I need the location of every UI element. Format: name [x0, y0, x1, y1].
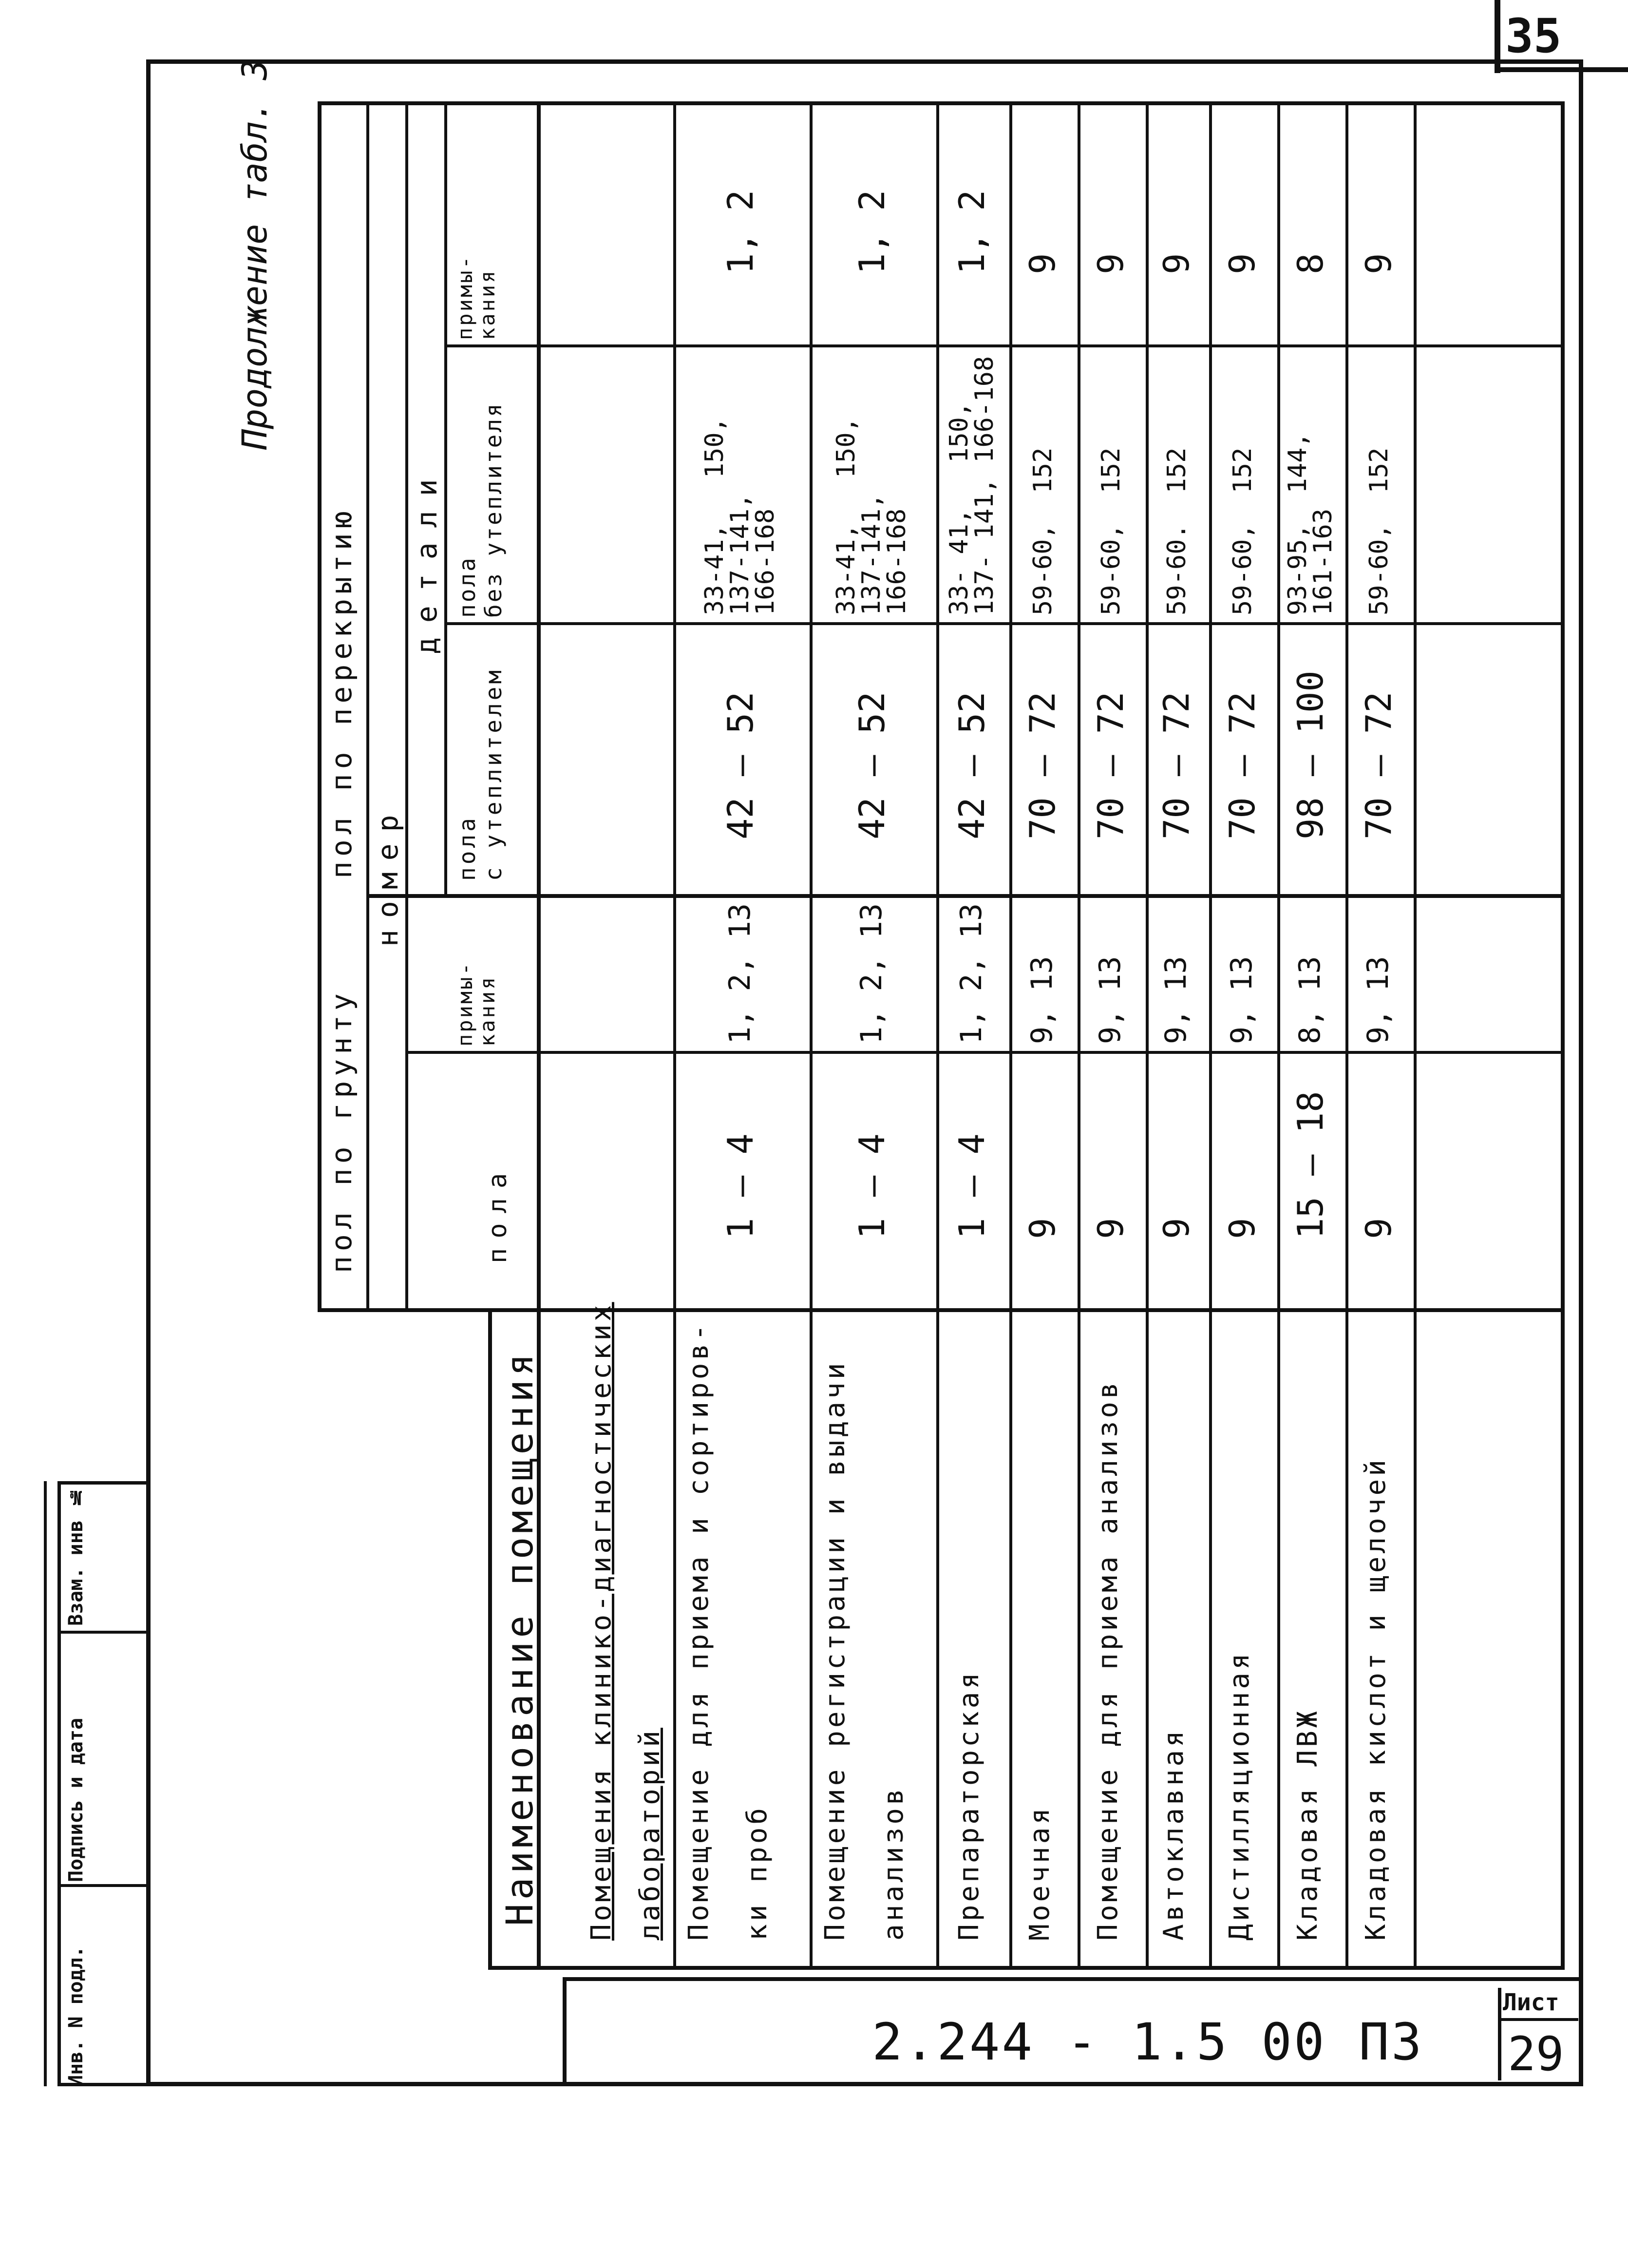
group-title-bottom-line: [673, 101, 676, 1970]
header-details: детали: [410, 464, 443, 654]
col-line-slab: [366, 894, 1565, 898]
row-slab-with-insulation: 70 — 72: [1090, 691, 1131, 839]
row-name: Моечная: [1024, 1805, 1056, 1941]
row-slab-with-insulation: 98 — 100: [1290, 670, 1331, 839]
row-slab-without-insulation: 33-41, 150, 137-141, 166-168: [832, 417, 911, 615]
row-slab-without-insulation: 59-60, 152: [1364, 447, 1394, 615]
row-ground-notes: 9, 13: [1025, 956, 1059, 1044]
sheet-label: Лист: [1503, 1989, 1559, 2016]
row-ground-floor: 9: [1156, 1218, 1197, 1239]
approval-strip: [57, 1481, 146, 2086]
row-slab-notes: 1, 2: [852, 190, 892, 274]
row-ground-floor: 1 — 4: [852, 1133, 892, 1239]
row-divider: [1209, 101, 1212, 1970]
header-notes-slab: примы- кания: [453, 254, 499, 340]
row-slab-without-insulation: 59-60, 152: [1228, 447, 1257, 615]
row-slab-without-insulation: 59-60. 152: [1162, 447, 1192, 615]
row-divider: [810, 101, 813, 1970]
row-slab-notes: 1, 2: [720, 190, 761, 274]
row-divider: [936, 101, 939, 1970]
row-name: Автоклавная: [1158, 1728, 1190, 1941]
row-slab-notes: 9: [1358, 253, 1399, 274]
row-name: Помещение для приема анализов: [1092, 1379, 1124, 1941]
row-slab-notes: 9: [1090, 253, 1131, 274]
header-line-3: [405, 101, 408, 1312]
page-number: 35: [1505, 9, 1562, 63]
row-divider: [1277, 101, 1280, 1970]
row-slab-with-insulation: 70 — 72: [1022, 691, 1063, 839]
row-slab-without-insulation: 59-60, 152: [1097, 447, 1126, 615]
last-row-divider: [1414, 101, 1417, 1970]
row-slab-notes: 8: [1290, 253, 1331, 274]
table-caption: Продолжение табл. 3: [235, 59, 275, 450]
row-ground-notes: 9, 13: [1361, 956, 1395, 1044]
group-title-line2: лабораторий: [634, 1728, 666, 1941]
name-header-top: [488, 1312, 492, 1970]
header-top-line: [318, 101, 322, 1312]
col-line-slab-without: [444, 622, 1565, 625]
row-slab-without-insulation: 33- 41, 150, 137- 141, 166-168: [945, 356, 999, 615]
row-slab-with-insulation: 70 — 72: [1156, 691, 1197, 839]
row-divider: [1146, 101, 1149, 1970]
col-line-name: [318, 1308, 1565, 1312]
table-frame: [225, 59, 1565, 1970]
strip-replace-inv: Взам. инв №: [65, 1486, 87, 1626]
row-slab-with-insulation: 70 — 72: [1222, 691, 1263, 839]
strip-inv-no: Инв. N подл.: [65, 1946, 87, 2087]
row-divider: [1078, 101, 1080, 1970]
row-ground-floor: 9: [1222, 1218, 1263, 1239]
row-slab-with-insulation: 70 — 72: [1358, 691, 1399, 839]
document-code: 2.244 - 1.5 00 ПЗ: [872, 2012, 1424, 2072]
row-ground-floor: 9: [1358, 1218, 1399, 1239]
row-ground-floor: 9: [1022, 1218, 1063, 1239]
strip-divider: [44, 1481, 47, 2086]
rotated-table: [225, 59, 1565, 1970]
row-name: Кладовая ЛВЖ: [1292, 1708, 1324, 1941]
header-floor-with-insulation: пола с утеплителем: [454, 667, 507, 881]
row-slab-with-insulation: 42 — 52: [720, 691, 761, 839]
col-line-ground-notes: [405, 1051, 1565, 1054]
row-ground-notes: 8, 13: [1293, 956, 1327, 1044]
row-slab-with-insulation: 42 — 52: [951, 691, 992, 839]
row-name-line2: анализов: [878, 1786, 909, 1941]
row-divider: [1345, 101, 1348, 1970]
strip-cell-signature-date: [61, 1631, 146, 1884]
row-ground-floor: 1 — 4: [720, 1133, 761, 1239]
row-ground-notes: 9, 13: [1159, 956, 1193, 1044]
row-slab-without-insulation: 59-60, 152: [1028, 447, 1058, 615]
row-slab-without-insulation: 93-95, 144, 161-163: [1283, 432, 1338, 615]
row-slab-notes: 9: [1022, 253, 1063, 274]
header-number: номер: [371, 803, 404, 947]
row-ground-notes: 1, 2, 13: [954, 903, 988, 1044]
sheet-number: 29: [1508, 2027, 1564, 2081]
row-ground-floor: 9: [1090, 1218, 1131, 1239]
col-line-slab-notes: [444, 344, 1565, 347]
col-line-right: [318, 101, 1565, 105]
row-name-line1: Помещение регистрации и выдачи: [819, 1360, 851, 1941]
row-slab-with-insulation: 42 — 52: [852, 691, 892, 839]
header-line-4: [444, 101, 447, 898]
row-slab-notes: 9: [1156, 253, 1197, 274]
col-line-left: [488, 1966, 1565, 1970]
row-name-line1: Помещение для приема и сортиров-: [683, 1321, 715, 1941]
row-name-line2: ки проб: [741, 1805, 773, 1941]
row-slab-notes: 1, 2: [951, 190, 992, 274]
row-ground-floor: 15 — 18: [1290, 1091, 1331, 1239]
strip-signature-date: Подпись и дата: [65, 1717, 87, 1882]
row-name: Кладовая кислот и щелочей: [1360, 1457, 1392, 1941]
strip-cell-inv-no: [61, 1884, 146, 2089]
header-notes-ground: примы- кания: [453, 961, 499, 1047]
sheet-separator: [1498, 2018, 1578, 2021]
row-ground-floor: 1 — 4: [951, 1133, 992, 1239]
row-ground-notes: 9, 13: [1225, 956, 1259, 1044]
row-name: Препараторская: [953, 1669, 985, 1941]
row-divider: [1009, 101, 1012, 1970]
table-bottom-line: [1561, 101, 1565, 1970]
row-ground-notes: 9, 13: [1093, 956, 1127, 1044]
row-slab-without-insulation: 33-41, 150, 137-141, 166-168: [700, 417, 780, 615]
header-floors: пола: [483, 1163, 512, 1263]
header-floor-on-slab: пол по перекрытию: [325, 506, 358, 878]
header-room-name: Наименование помещения: [498, 1350, 541, 1926]
row-ground-notes: 1, 2, 13: [723, 903, 757, 1044]
row-slab-notes: 9: [1222, 253, 1263, 274]
header-floor-without-insulation: пола без утеплителя: [454, 401, 507, 618]
strip-cell-replace-inv: [61, 1485, 146, 1631]
header-line-2: [366, 101, 369, 1312]
row-ground-notes: 1, 2, 13: [854, 903, 889, 1044]
row-name: Дистилляционная: [1224, 1650, 1255, 1941]
header-floor-on-ground: пол по грунту: [325, 989, 358, 1273]
group-title-line1: Помещения клинико-диагностических: [586, 1302, 617, 1941]
